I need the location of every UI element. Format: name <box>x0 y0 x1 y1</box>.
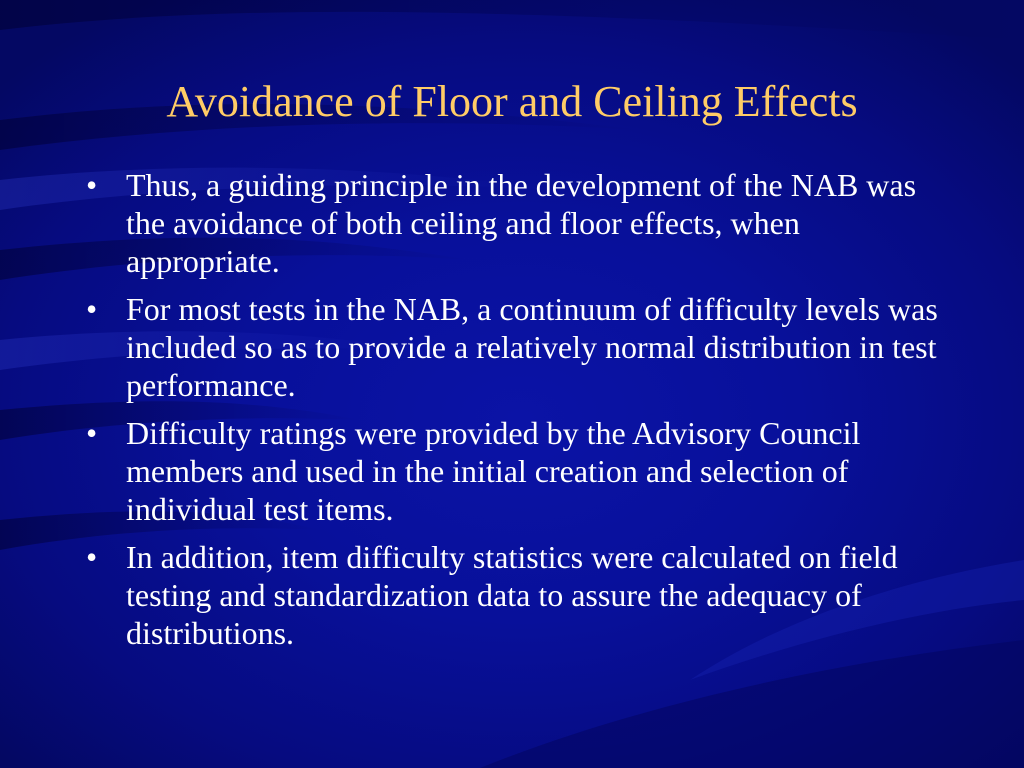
bullet-item <box>82 290 952 404</box>
bullet-text: In addition, item difficulty statistics were calculated on field testing and standardization data to assure the adequacy of distributions. <box>126 539 898 651</box>
bullet-list <box>82 166 952 662</box>
bullet-item <box>82 166 952 280</box>
bullet-dot-icon: • <box>86 539 98 575</box>
bullet-dot-icon: • <box>86 415 98 451</box>
slide-title: Avoidance of Floor and Ceiling Effects <box>166 77 858 126</box>
bullet-dot-icon: • <box>86 167 98 203</box>
bullet-text: Thus, a guiding principle in the development of the NAB was the avoidance of both ceiling and floor effects, when appropriate. <box>126 167 917 279</box>
bullet-dot-icon: • <box>86 291 98 327</box>
bullet-text: For most tests in the NAB, a continuum of difficulty levels was included so as to provide a relatively normal distribution in test performance. <box>126 291 938 403</box>
bullet-item <box>82 538 952 652</box>
bullet-item <box>82 414 952 528</box>
bullet-text: Difficulty ratings were provided by the Advisory Council members and used in the initial creation and selection of individual test items. <box>126 415 861 527</box>
